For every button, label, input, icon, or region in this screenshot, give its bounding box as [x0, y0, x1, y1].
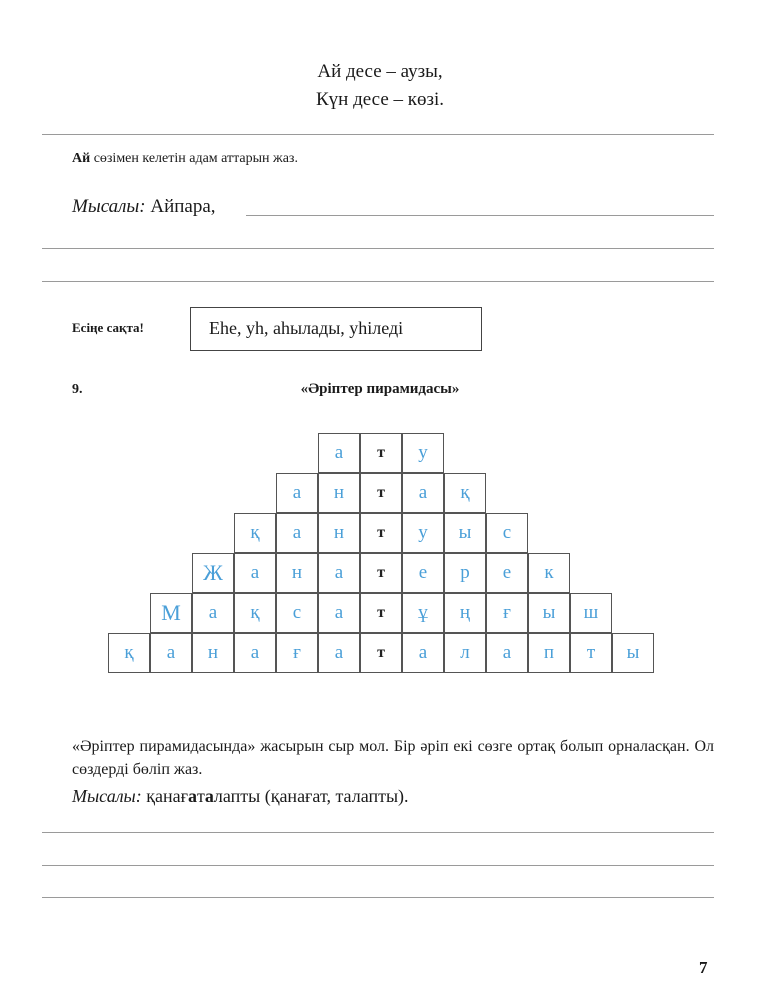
answer-line[interactable] — [42, 865, 714, 866]
pyramid-cell: а — [402, 473, 444, 513]
pyramid-cell: ң — [444, 593, 486, 633]
answer-line[interactable] — [42, 897, 714, 898]
pyramid-cell: к — [528, 553, 570, 593]
pyramid-cell: ш — [570, 593, 612, 633]
pyramid-cell: М — [150, 593, 192, 633]
example-value: Айпара, — [145, 196, 216, 217]
task-title: «Әріптер пирамидасы» — [300, 381, 460, 397]
pyramid-cell: т — [360, 633, 402, 673]
pyramid-cell: у — [402, 433, 444, 473]
pyramid-cell: Ж — [192, 553, 234, 593]
pyramid-cell: ғ — [276, 633, 318, 673]
divider-line — [42, 134, 714, 135]
example-word-end: т — [197, 786, 205, 806]
example-word-key2: а — [204, 786, 214, 806]
example-word-start: қанағ — [141, 786, 188, 806]
pyramid-cell: п — [528, 633, 570, 673]
pyramid-cell: ұ — [402, 593, 444, 633]
pyramid-cell: а — [276, 473, 318, 513]
example-label: Мысалы: — [72, 196, 146, 217]
pyramid-cell: н — [318, 513, 360, 553]
pyramid-cell: а — [234, 553, 276, 593]
pyramid-cell: ы — [612, 633, 654, 673]
page-number: 7 — [699, 958, 708, 977]
poem-line-2: Күн десе – көзі. — [315, 89, 445, 110]
pyramid-cell: ы — [528, 593, 570, 633]
pyramid-cell: қ — [234, 513, 276, 553]
remember-box: Ehe, yh, аһылады, уһiледi — [190, 307, 482, 351]
pyramid-cell: т — [570, 633, 612, 673]
answer-line[interactable] — [246, 215, 714, 216]
pyramid-cell: н — [192, 633, 234, 673]
names-instruction — [72, 151, 298, 167]
pyramid-cell: т — [360, 513, 402, 553]
pyramid-cell: а — [318, 593, 360, 633]
pyramid-cell: а — [276, 513, 318, 553]
pyramid-cell: е — [402, 553, 444, 593]
pyramid-cell: қ — [234, 593, 276, 633]
pyramid-cell: н — [276, 553, 318, 593]
answer-line[interactable] — [42, 248, 714, 249]
pyramid-cell: а — [402, 633, 444, 673]
pyramid-cell: қ — [108, 633, 150, 673]
names-example — [72, 196, 216, 218]
pyramid-cell: с — [276, 593, 318, 633]
instruction-text: сөзімен келетін адам аттарын жаз. — [90, 151, 298, 166]
example-word-key: а — [188, 786, 197, 806]
pyramid-cell: а — [234, 633, 276, 673]
task9-example — [72, 786, 409, 807]
remember-label: Есіңе сақта! — [72, 320, 144, 335]
pyramid-cell: у — [402, 513, 444, 553]
pyramid-cell: а — [318, 553, 360, 593]
pyramid-cell: т — [360, 553, 402, 593]
pyramid-cell: ғ — [486, 593, 528, 633]
pyramid-cell: а — [318, 633, 360, 673]
example-word-rest: лапты (қанағат, талапты). — [213, 786, 409, 806]
pyramid-cell: е — [486, 553, 528, 593]
pyramid-cell: н — [318, 473, 360, 513]
example-label: Мысалы: — [72, 786, 142, 806]
pyramid-cell: л — [444, 633, 486, 673]
pyramid-cell: а — [486, 633, 528, 673]
pyramid-cell: с — [486, 513, 528, 553]
task-number: 9. — [72, 382, 83, 397]
pyramid-cell: а — [150, 633, 192, 673]
pyramid-cell: р — [444, 553, 486, 593]
answer-line[interactable] — [42, 281, 714, 282]
pyramid-cell: т — [360, 593, 402, 633]
pyramid-cell: т — [360, 433, 402, 473]
task-paragraph: «Әріптер пирамидасында» жасырын сыр мол. Бір әріп екі сөзге ортақ болып орналасқан. Ол сөздерді бөліп жаз. — [72, 738, 714, 778]
pyramid-cell: қ — [444, 473, 486, 513]
pyramid-cell: а — [318, 433, 360, 473]
answer-line[interactable] — [42, 832, 714, 833]
pyramid-cell: а — [192, 593, 234, 633]
pyramid-cell: ы — [444, 513, 486, 553]
poem-line-1: Ай десе – аузы, — [317, 61, 443, 82]
pyramid-cell: т — [360, 473, 402, 513]
instruction-keyword: Ай — [72, 151, 91, 166]
